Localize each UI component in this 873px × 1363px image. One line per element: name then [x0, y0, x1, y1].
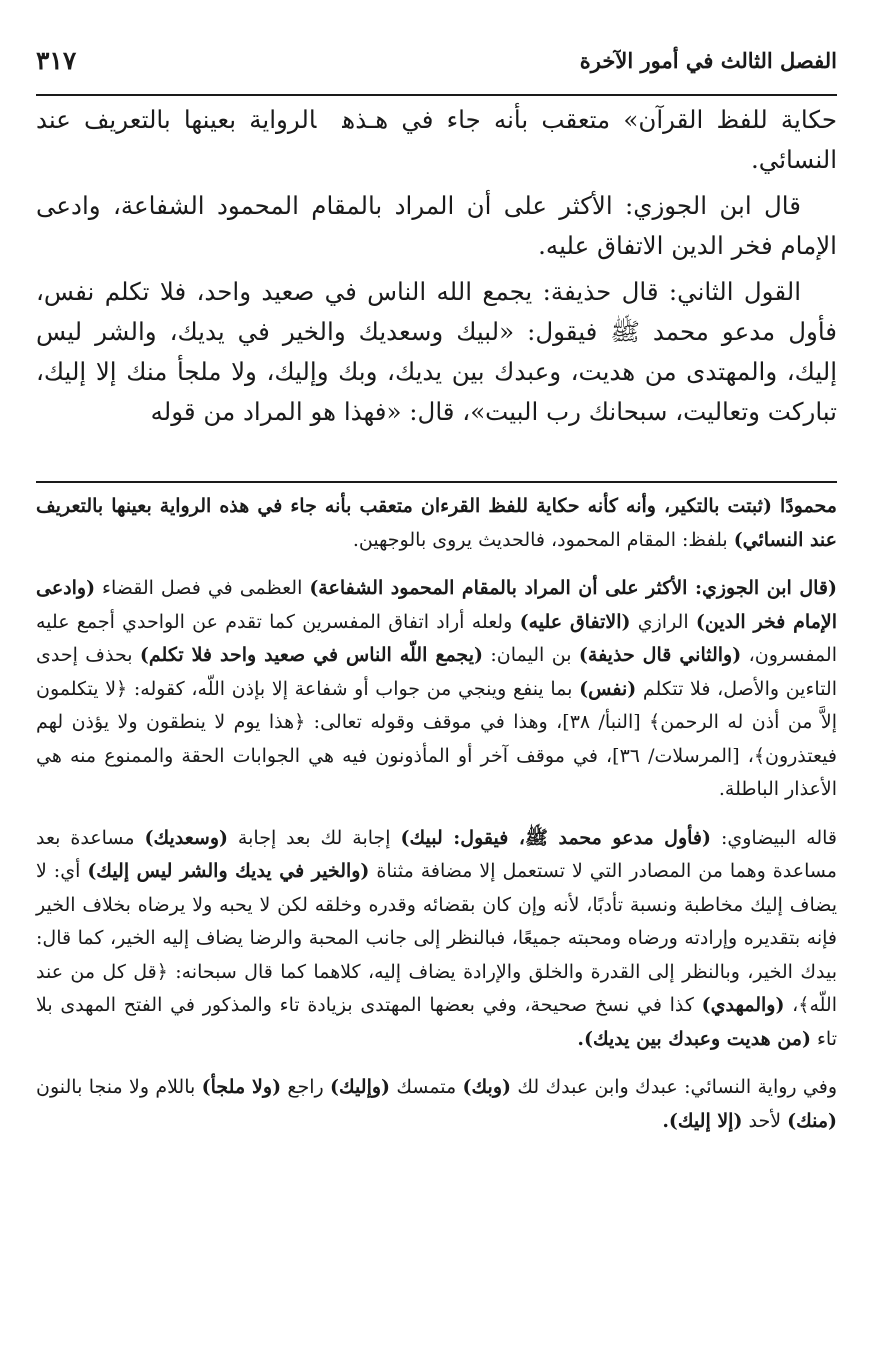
commentary-paragraph-4: وفي رواية النسائي: عبدك وابن عبدك لك (وبك) متمسك (وإليك) راجع (ولا ملجأ) باللام ولا منجا بالنون (منك) لأحد (إلا إليك). [36, 1076, 838, 1132]
footnote-separator [36, 481, 837, 483]
header-rule [36, 94, 837, 96]
commentary-paragraph-1: محمودًا (ثبتت بالتكير، وأنه كأنه حكاية للفظ القرءان متعقب بأنه جاء في هذه الرواية بعينها بالتعريف عند النسائي) بلفظ: المقام المحمود، فالحديث يروى بالوجهين. [36, 495, 837, 551]
commentary-paragraph-2: (قال ابن الجوزي: الأكثر على أن المراد بالمقام المحمود الشفاعة) العظمى في فصل القضاء (وادعى الإمام فخر الدين) الرازي (الاتفاق عليه) ولعله أراد اتفاق المفسرين كما تقدم عن الواحدي أجمع عليه المفسرون، (والثاني قال حذيفة) بن اليمان: (يجمع اللّه الناس في صعيد واحد فلا تكلم) بحذف إحدى التاءين والأصل، فلا تتكلم (نفس) بما ينفع وينجي من جواب أو شفاعة إلا بإذن اللّه، كقوله: ﴿لا يتكلمون إلاَّ من أذن له الرحمن﴾ [النبأ/ ٣٨]، وهذا في موقف وقوله تعالى: ﴿هذا يوم لا ينطقون ولا يؤذن لهم فيعتذرون﴾، [المرسلات/ ٣٦]، في موقف آخر أو المأذونون فيه هي الجوابات الحقة والممنوع منه هي الأعذار الباطلة. [36, 577, 837, 800]
main-text [36, 100, 837, 438]
commentary [36, 490, 837, 1153]
page-header [36, 40, 837, 80]
page-number: ٣١٧ [36, 45, 77, 75]
running-title: الفصل الثالث في أمور الآخرة [579, 47, 837, 73]
main-paragraph-2: قال ابن الجوزي: الأكثر على أن المراد بالمقام المحمود الشفاعة، وادعى الإمام فخر الدين الاتفاق عليه. [36, 191, 837, 260]
main-paragraph-1: حكاية للفظ القرآن» متعقب بأنه جاء في هـذهالرواية بعينها بالتعريف عند النسائي. [36, 105, 837, 174]
main-paragraph-3: القول الثاني: قال حذيفة: يجمع الله الناس في صعيد واحد، فلا تكلم نفس، فأول مدعو محمد ﷺ فيقول: «لبيك وسعديك والخير في يديك، والشر ليس إليك، والمهتدى من هديت، وعبدك بين يديك، وبك وإليك، ولا ملجأ منك إلا إليك، تباركت وتعاليت، سبحانك رب البيت»، قال: «فهذا هو المراد من قوله [36, 277, 837, 426]
commentary-paragraph-3: قاله البيضاوي: (فأول مدعو محمد ﷺ، فيقول: لبيك) إجابة لك بعد إجابة (وسعديك) مساعدة بعد مساعدة وهما من المصادر التي لا تستعمل إلا مضافة مثناة (والخير في يديك والشر ليس إليك) أي: لا يضاف إليك مخاطبة ونسبة تأدبًا، لأنه وإن كان بقضائه وقدره وخلقه لكن لا يحبه ولا يرضاه بخلاف الخير فإنه بتقديره وإرادته ورضاه ومحبته جميعًا، فبالنظر إلى جانب المحبة والرضا يضاف إليه الخير، كما قال: بيدك الخير، وبالنظر إلى القدرة والخلق والإرادة يضاف إليه، كلاهما كما قال سبحانه: ﴿قل كل من عند اللّه﴾، (والمهدي) كذا في نسخ صحيحة، وفي بعضها المهتدى بزيادة تاء والمذكور في الفتح المهدى بلا تاء (من هديت وعبدك بين يديك). [36, 826, 837, 1050]
